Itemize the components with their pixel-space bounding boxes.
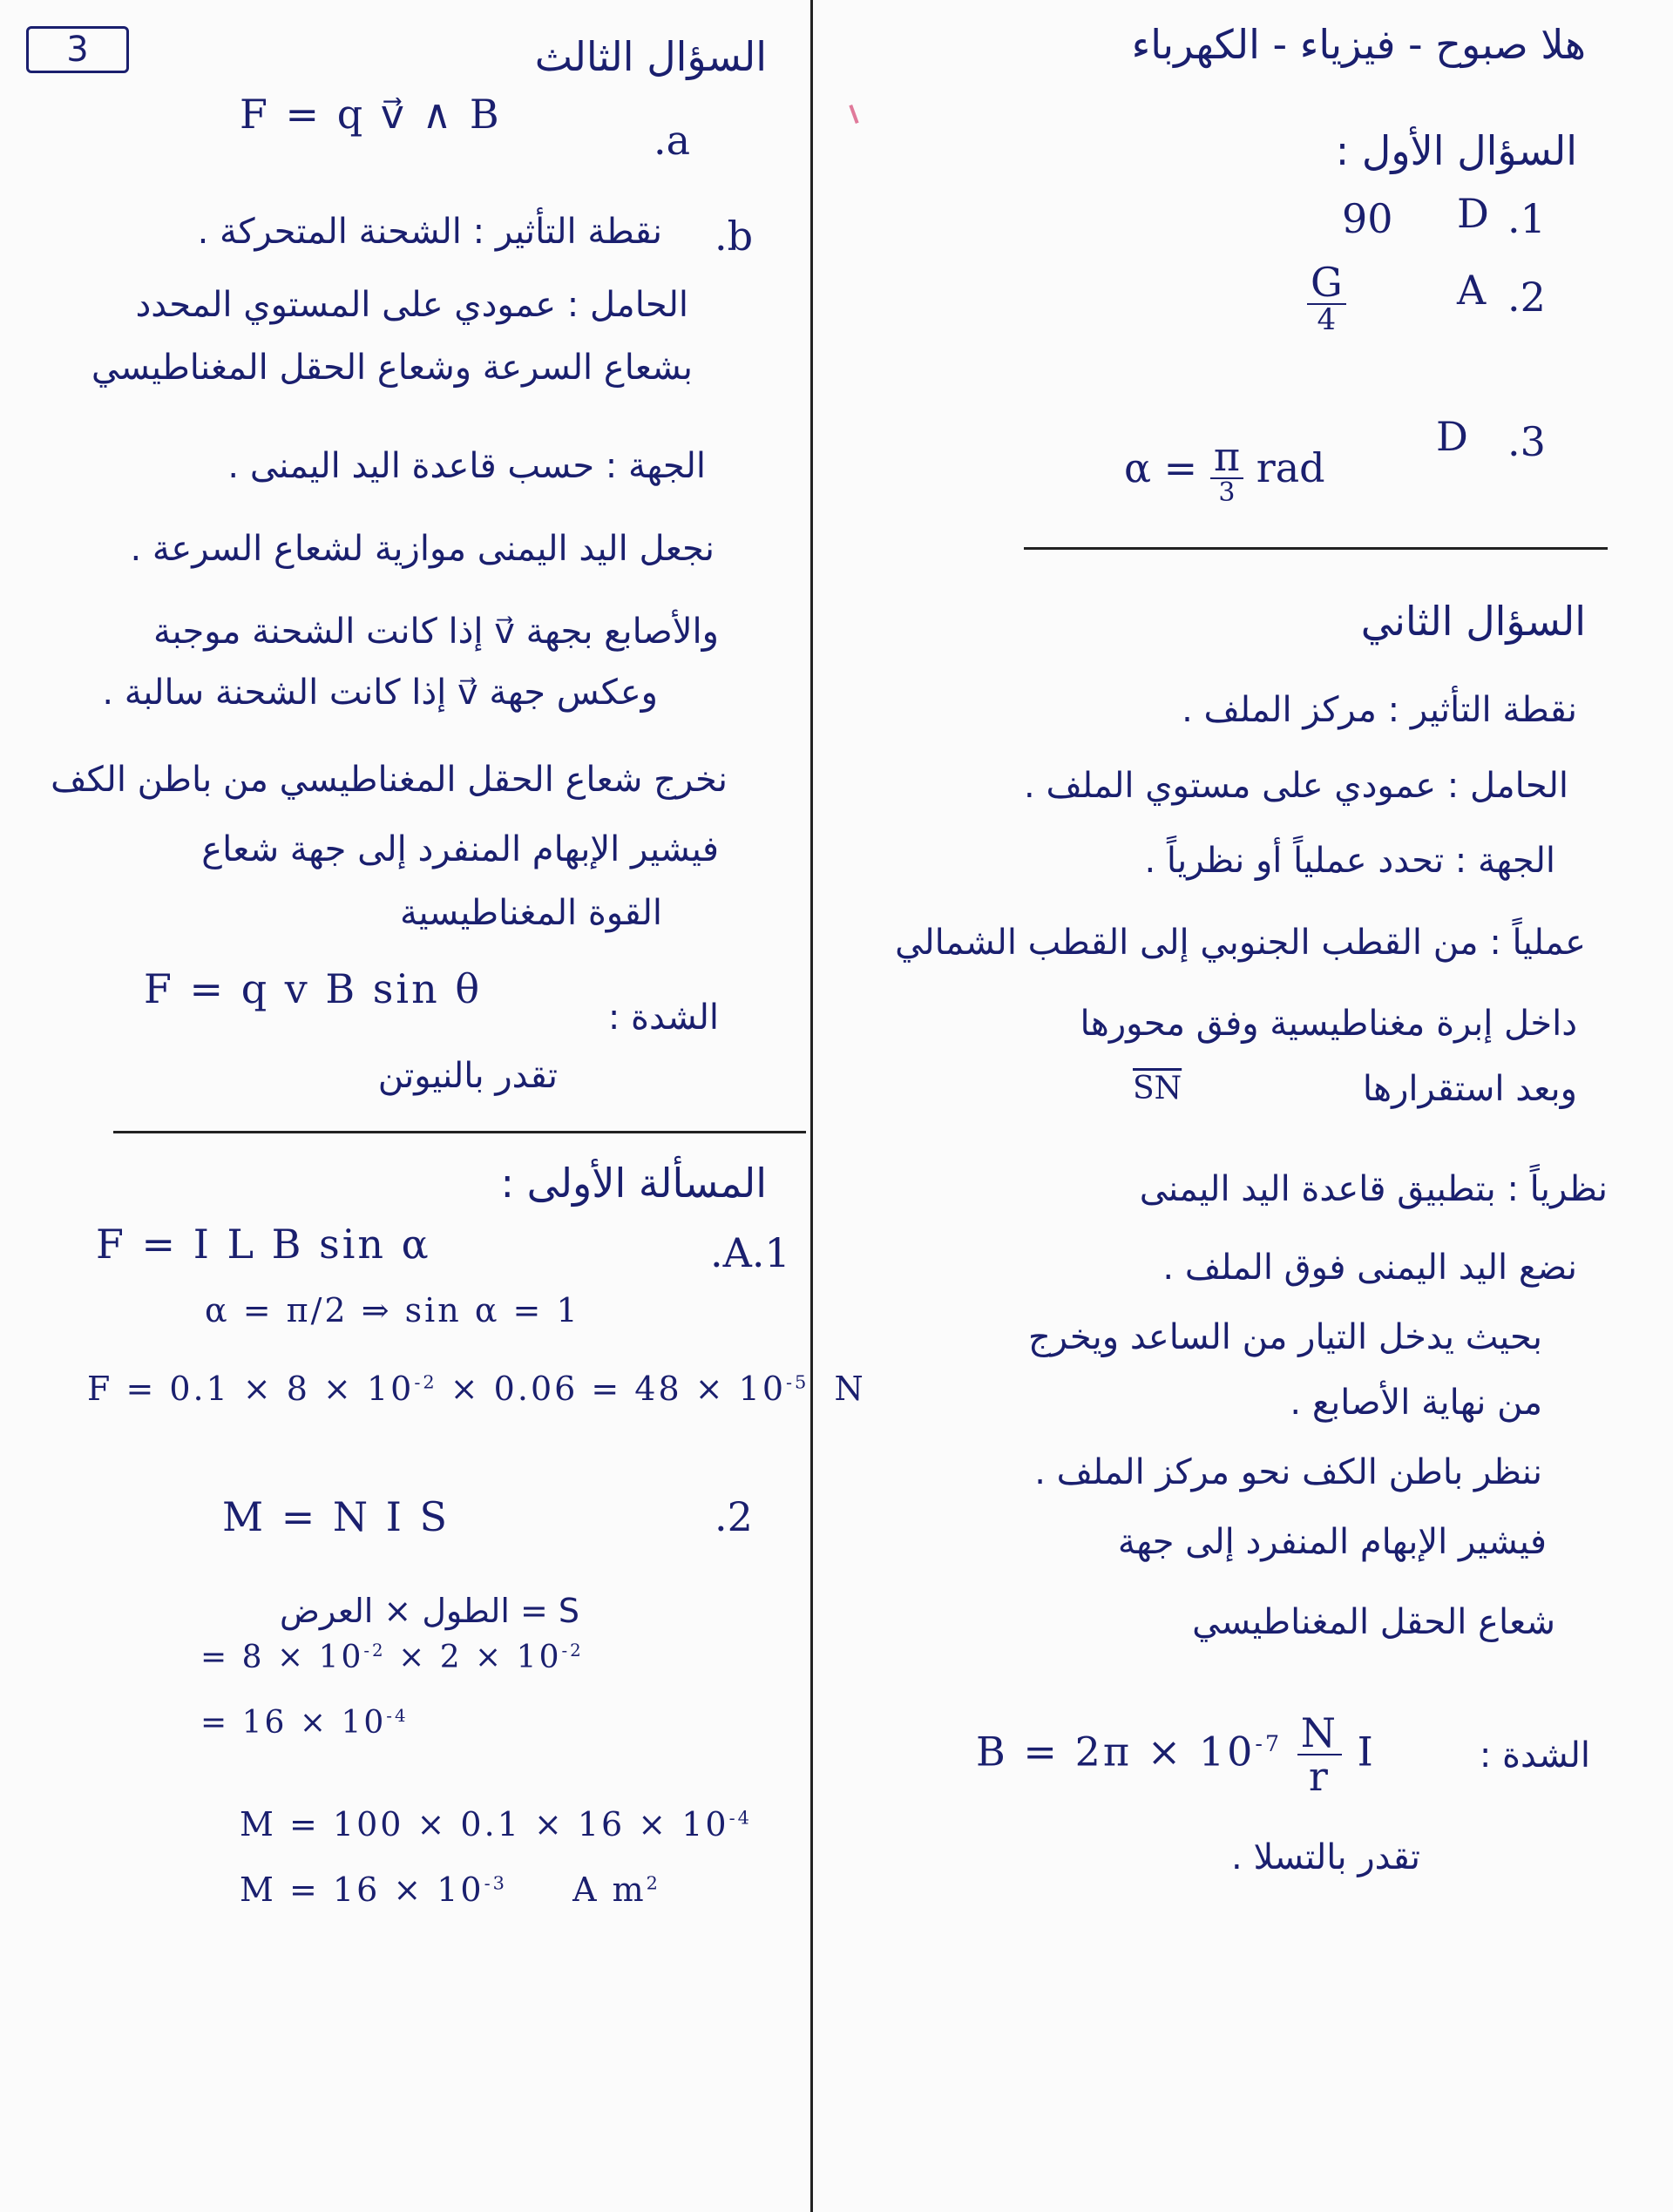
q2-line-9: بحيث يدخل التيار من الساعد ويخرج (1027, 1317, 1542, 1357)
problem1-a1-unit: N (834, 1370, 866, 1408)
q2-formula-tail: I (1357, 1728, 1376, 1776)
q2-formula-denominator: r (1308, 1753, 1331, 1801)
q2-line-4: عملياً : من القطب الجنوبي إلى القطب الشمالي (895, 923, 1586, 963)
problem1-s-calc-2-exp: -4 (386, 1706, 409, 1726)
q1-title: السؤال الأول : (1335, 127, 1577, 174)
q1-answer-1-value: 90 (1342, 195, 1393, 242)
q3-magnitude-label: الشدة : (607, 998, 719, 1038)
q1-answer-3-numerator: π (1210, 436, 1243, 479)
problem1-s-calc-1-tail: × 2 × 10 (385, 1640, 562, 1675)
problem1-a1-calc-tail: × 0.06 = 48 × 10 (437, 1370, 786, 1408)
problem1-s-calc-2-main: = 16 × 10 (200, 1705, 387, 1741)
q2-formula-fraction (1297, 1709, 1342, 1801)
q3-line-6: والأصابع بجهة v⃗ إذا كانت الشحنة موجبة (153, 612, 719, 652)
q2-line-2: الحامل : عمودي على مستوي الملف . (1024, 766, 1568, 806)
q1-answer-3-denominator: 3 (1218, 477, 1236, 509)
q1-answer-3-lhs: α = (1124, 443, 1198, 491)
q3-magnitude-formula: F = q v B sin θ (144, 965, 483, 1012)
problem1-a2-label: 2. (715, 1493, 753, 1540)
q1-answer-2-denominator: 4 (1317, 302, 1337, 338)
q2-magnitude-formula (976, 1709, 1376, 1801)
q1-answer-3-letter: D (1436, 413, 1468, 460)
q1-answer-1-letter: D (1457, 190, 1489, 237)
q2-line-8: نضع اليد اليمنى فوق الملف . (1162, 1248, 1577, 1288)
q2-line-3: الجهة : تحدد عملياً أو نظرياً . (1144, 841, 1555, 881)
header-title: هلا صبوح - فيزياء - الكهرباء (1131, 21, 1586, 68)
q2-line-13: شعاع الحقل المغناطيسي (1192, 1602, 1555, 1642)
q1-answer-3-fraction (1210, 433, 1243, 509)
problem1-m-calc-2-exp: -3 (484, 1872, 507, 1894)
q1-answer-3-num: 3. (1507, 418, 1546, 465)
q3-part-a-label: a. (654, 117, 691, 164)
problem1-m-calc-2 (240, 1870, 660, 1909)
q1-answer-2-value (1307, 261, 1346, 336)
q3-title: السؤال الثالث (534, 33, 767, 80)
q2-formula-numerator: N (1297, 1712, 1342, 1755)
q3-line-8: نخرج شعاع الحقل المغناطيسي من باطن الكف (51, 760, 728, 800)
problem1-m-unit (572, 1870, 660, 1909)
problem1-s-calc-1-exp2: -2 (561, 1640, 584, 1661)
problem1-a1-formula: F = I L B sin α (96, 1221, 431, 1268)
problem1-a1-calc-exp: -2 (414, 1371, 437, 1393)
page-number: 3 (66, 30, 89, 70)
q1-answer-2-letter: A (1457, 267, 1487, 314)
q1-answer-3-value (1124, 433, 1325, 509)
ink-mark (849, 105, 858, 124)
q3-unit-line: تقدر بالنيوتن (377, 1056, 558, 1096)
q2-line-12: فيشير الإبهام المنفرد إلى جهة (1117, 1522, 1547, 1562)
problem1-a2-formula: M = N I S (222, 1493, 450, 1540)
problem1-m-calc-1 (240, 1805, 752, 1843)
problem1-title: المسألة الأولى : (500, 1160, 767, 1207)
q2-formula-exponent: -7 (1255, 1730, 1283, 1756)
problem1-m-calc-2-main: M = 16 × 10 (240, 1870, 484, 1909)
q1-answer-2-num: 2. (1507, 274, 1546, 321)
q2-formula-main: B = 2π × 10 (976, 1728, 1256, 1776)
problem1-m-unit-main: A m (572, 1870, 647, 1909)
problem1-m-calc-1-main: M = 100 × 0.1 × 16 × 10 (240, 1805, 729, 1843)
problem1-a1-calculation (87, 1370, 866, 1408)
q2-line-7: نظرياً : بتطبيق قاعدة اليد اليمنى (1139, 1169, 1608, 1209)
problem1-s-calc-2 (200, 1705, 409, 1741)
q3-line-7: وعكس جهة v⃗ إذا كانت الشحنة سالبة . (102, 673, 658, 713)
problem1-m-unit-exp: 2 (646, 1872, 660, 1894)
problem1-s-calc-1-exp: -2 (363, 1640, 386, 1661)
q2-unit-line: تقدر بالتسلا . (1231, 1837, 1420, 1877)
q3-part-b-label: b. (715, 213, 754, 260)
q2-line-1: نقطة التأثير : مركز الملف . (1182, 690, 1577, 730)
problem1-a1-condition: α = π/2 ⇒ sin α = 1 (205, 1291, 580, 1329)
problem1-a1-label: A.1. (710, 1229, 790, 1276)
problem1-m-calc-1-exp: -4 (728, 1807, 752, 1829)
column-divider (810, 0, 813, 2212)
q1-answer-2-fraction (1307, 261, 1346, 336)
q3-line-2: الحامل : عمودي على المستوي المحدد (135, 285, 688, 325)
q3-line-5: نجعل اليد اليمنى موازية لشعاع السرعة . (130, 529, 715, 569)
q2-title: السؤال الثاني (1360, 598, 1586, 645)
q1-separator (1024, 547, 1608, 550)
q2-magnitude-label: الشدة : (1479, 1735, 1590, 1776)
q3-line-10: القوة المغناطيسية (400, 893, 662, 933)
q3-line-1: نقطة التأثير : الشحنة المتحركة . (197, 212, 662, 252)
q3-line-4: الجهة : حسب قاعدة اليد اليمنى . (227, 446, 706, 486)
q1-answer-3-unit: rad (1256, 443, 1325, 491)
q1-answer-2-numerator: G (1307, 261, 1346, 305)
q2-line-11: ننظر باطن الكف نحو مركز الملف . (1034, 1452, 1542, 1492)
q3-line-9: فيشير الإبهام المنفرد إلى جهة شعاع (201, 829, 719, 869)
problem1-a1-result-exp: -5 (786, 1371, 809, 1393)
q3-line-3: بشعاع السرعة وشعاع الحقل المغناطيسي (91, 348, 693, 388)
q2-line-10: من نهاية الأصابع . (1290, 1383, 1542, 1423)
problem1-s-definition: S = الطول × العرض (279, 1592, 579, 1630)
problem1-a1-calc-main: F = 0.1 × 8 × 10 (87, 1370, 415, 1408)
page-number-box (26, 26, 129, 73)
problem1-s-calc-1-main: = 8 × 10 (200, 1640, 364, 1675)
q3-separator (113, 1131, 806, 1133)
q1-answer-1-num: 1. (1507, 195, 1546, 242)
q2-line-6: وبعد استقرارها (1362, 1069, 1577, 1109)
q2-line-5: داخل إبرة مغناطيسية وفق محورها (1080, 1004, 1577, 1044)
q3-part-a-formula: F = q v⃗ ∧ B (240, 91, 502, 138)
q2-sn-vector: $\overline{SN}$ (1133, 1071, 1182, 1106)
problem1-s-calc-1 (200, 1642, 584, 1674)
